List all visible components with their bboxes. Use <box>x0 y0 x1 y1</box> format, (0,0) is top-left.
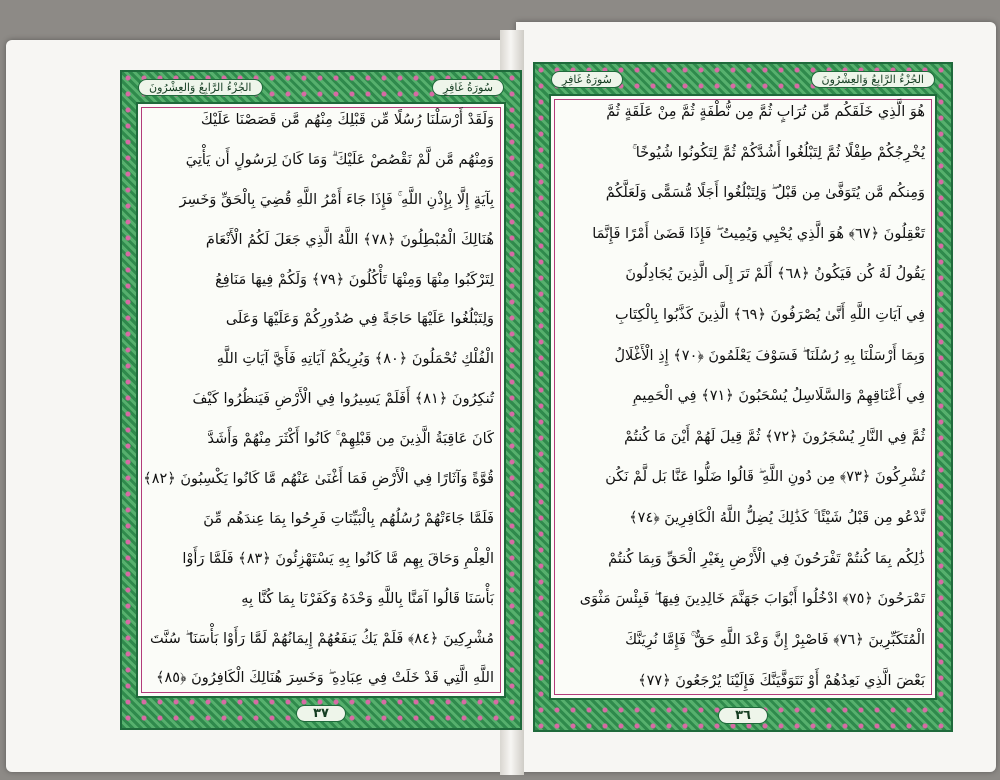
verse-line: وَلِتَبْلُغُوا عَلَيْهَا حَاجَةً فِي صُدُورِكُمْ وَعَلَيْهَا وَعَلَى <box>225 311 494 328</box>
right-verse-text <box>561 104 925 690</box>
verse-line: نَّدْعُو مِن قَبْلُ شَيْئًا ۚ كَذَٰلِكَ يُضِلُّ اللَّهُ الْكَافِرِينَ ﴿٧٤﴾ <box>629 510 925 527</box>
verse-line: فِي أَعْنَاقِهِمْ وَالسَّلَاسِلُ يُسْحَبُونَ ﴿٧١﴾ فِي الْحَمِيمِ <box>632 388 925 405</box>
verse-line: تُنكِرُونَ ﴿٨١﴾ أَفَلَمْ يَسِيرُوا فِي الْأَرْضِ فَيَنظُرُوا كَيْفَ <box>192 391 494 408</box>
verse-line: لِتَرْكَبُوا مِنْهَا وَمِنْهَا تَأْكُلُونَ ﴿٧٩﴾ وَلَكُمْ فِيهَا مَنَافِعُ <box>215 271 494 288</box>
left-page-number: ٣٧ <box>296 705 346 722</box>
verse-line: وَلَقَدْ أَرْسَلْنَا رُسُلًا مِّن قَبْلِكَ مِنْهُم مَّن قَصَصْنَا عَلَيْكَ <box>200 112 494 128</box>
right-surah-label: سُورَةُ غَافِرٍ <box>551 71 623 88</box>
verse-line: تَمْرَحُونَ ﴿٧٥﴾ ادْخُلُوا أَبْوَابَ جَهَنَّمَ خَالِدِينَ فِيهَا ۖ فَبِئْسَ مَثْوَى <box>579 591 925 608</box>
verse-line: ثُمَّ فِي النَّارِ يُسْجَرُونَ ﴿٧٢﴾ ثُمَّ قِيلَ لَهُمْ أَيْنَ مَا كُنتُمْ <box>624 428 925 445</box>
right-page-ornamental-frame <box>533 62 953 732</box>
left-surah-label: سُورَةُ غَافِرٍ <box>432 79 504 96</box>
verse-line: تُشْرِكُونَ ﴿٧٣﴾ مِن دُونِ اللَّهِ ۖ قَالُوا ضَلُّوا عَنَّا بَل لَّمْ نَكُن <box>605 469 925 486</box>
verse-line: يُخْرِجُكُمْ طِفْلًا ثُمَّ لِتَبْلُغُوا أَشُدَّكُمْ ثُمَّ لِتَكُونُوا شُيُوخًا ۚ <box>632 144 925 161</box>
verse-line: قُوَّةً وَآثَارًا فِي الْأَرْضِ فَمَا أَغْنَىٰ عَنْهُم مَّا كَانُوا يَكْسِبُونَ ﴿٨٢﴾ <box>143 471 494 488</box>
verse-line: فِي آيَاتِ اللَّهِ أَنَّىٰ يُصْرَفُونَ ﴿٦٩﴾ الَّذِينَ كَذَّبُوا بِالْكِتَابِ <box>615 307 925 324</box>
verse-line: اللَّهِ الَّتِي قَدْ خَلَتْ فِي عِبَادِهِ ۖ وَخَسِرَ هُنَالِكَ الْكَافِرُونَ ﴿٨٥﴾ <box>155 670 494 687</box>
verse-line: ذَٰلِكُم بِمَا كُنتُمْ تَفْرَحُونَ فِي الْأَرْضِ بِغَيْرِ الْحَقِّ وَبِمَا كُنتُمْ <box>608 550 925 567</box>
verse-line: وَبِمَا أَرْسَلْنَا بِهِ رُسُلَنَا ۖ فَسَوْفَ يَعْلَمُونَ ﴿٧٠﴾ إِذِ الْأَغْلَالُ <box>614 347 925 364</box>
right-page-number: ٣٦ <box>718 707 768 724</box>
left-juz-label: الجُزْءُ الرَّابِعُ وَالعِشْرُونَ <box>138 79 263 96</box>
verse-line: كَانَ عَاقِبَةُ الَّذِينَ مِن قَبْلِهِمْ ۚ كَانُوا أَكْثَرَ مِنْهُمْ وَأَشَدَّ <box>207 431 494 448</box>
verse-line: وَمِنْهُم مَّن لَّمْ نَقْصُصْ عَلَيْكَ ۗ وَمَا كَانَ لِرَسُولٍ أَن يَأْتِيَ <box>185 151 494 168</box>
verse-line: الْعِلْمِ وَحَاقَ بِهِم مَّا كَانُوا بِهِ يَسْتَهْزِئُونَ ﴿٨٣﴾ فَلَمَّا رَأَوْا <box>182 550 494 567</box>
right-page-footer <box>535 704 951 726</box>
right-juz-label: الجُزْءُ الرَّابِعُ وَالعِشْرُونَ <box>811 71 936 88</box>
verse-line: الْمُتَكَبِّرِينَ ﴿٧٦﴾ فَاصْبِرْ إِنَّ وَعْدَ اللَّهِ حَقٌّ ۚ فَإِمَّا نُرِيَنَّكَ <box>625 631 925 648</box>
left-page-ornamental-frame <box>120 70 522 730</box>
left-page-header <box>138 76 504 98</box>
right-page-header <box>551 68 935 90</box>
left-text-panel <box>136 102 506 698</box>
left-page-footer <box>122 702 520 724</box>
verse-line: الْفُلْكِ تُحْمَلُونَ ﴿٨٠﴾ وَيُرِيكُمْ آيَاتِهِ فَأَيَّ آيَاتِ اللَّهِ <box>216 351 494 368</box>
verse-line: يَقُولُ لَهُ كُن فَيَكُونُ ﴿٦٨﴾ أَلَمْ تَرَ إِلَى الَّذِينَ يُجَادِلُونَ <box>625 266 925 283</box>
verse-line: بَأْسَنَا قَالُوا آمَنَّا بِاللَّهِ وَحْدَهُ وَكَفَرْنَا بِمَا كُنَّا بِهِ <box>241 590 494 607</box>
verse-line: بِآيَةٍ إِلَّا بِإِذْنِ اللَّهِ ۚ فَإِذَا جَاءَ أَمْرُ اللَّهِ قُضِيَ بِالْحَقِّ وَخَسِرَ <box>179 191 494 208</box>
verse-line: وَمِنكُم مَّن يُتَوَفَّىٰ مِن قَبْلُ ۖ وَلِتَبْلُغُوا أَجَلًا مُّسَمًّى وَلَعَلَّكُمْ <box>605 185 925 202</box>
verse-line: هُوَ الَّذِي خَلَقَكُم مِّن تُرَابٍ ثُمَّ مِن نُّطْفَةٍ ثُمَّ مِنْ عَلَقَةٍ ثُمَّ <box>606 104 925 120</box>
verse-line: هُنَالِكَ الْمُبْطِلُونَ ﴿٧٨﴾ اللَّهُ الَّذِي جَعَلَ لَكُمُ الْأَنْعَامَ <box>205 231 494 248</box>
verse-line: مُشْرِكِينَ ﴿٨٤﴾ فَلَمْ يَكُ يَنفَعُهُمْ إِيمَانُهُمْ لَمَّا رَأَوْا بَأْسَنَا ۖ سُنَّتَ <box>149 630 494 647</box>
right-text-panel <box>549 94 937 700</box>
verse-line: تَعْقِلُونَ ﴿٦٧﴾ هُوَ الَّذِي يُحْيِي وَيُمِيتُ ۖ فَإِذَا قَضَىٰ أَمْرًا فَإِنَّمَا <box>592 225 925 242</box>
verse-line: بَعْضَ الَّذِي نَعِدُهُمْ أَوْ نَتَوَفَّيَنَّكَ فَإِلَيْنَا يُرْجَعُونَ ﴿٧٧﴾ <box>638 672 925 689</box>
left-verse-text <box>143 112 494 688</box>
verse-line: فَلَمَّا جَاءَتْهُمْ رُسُلُهُم بِالْبَيِّنَاتِ فَرِحُوا بِمَا عِندَهُم مِّنَ <box>203 510 494 527</box>
